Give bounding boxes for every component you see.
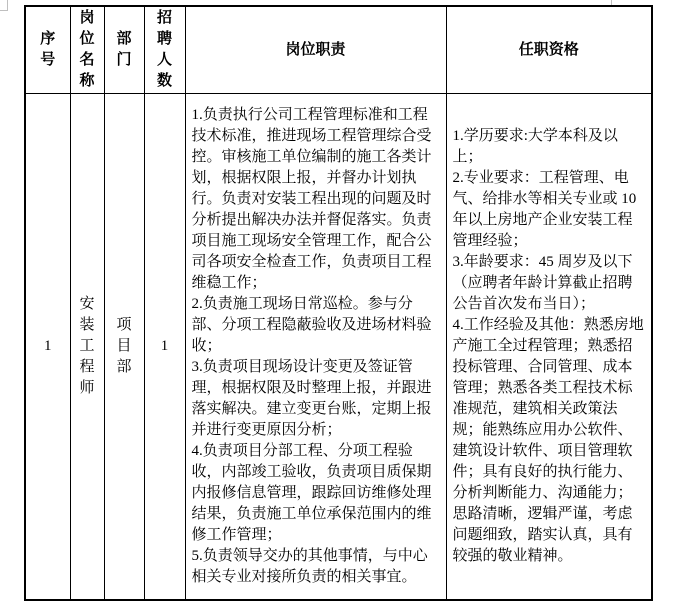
header-serial-number-label: 序号 [40, 30, 56, 68]
paragraph: 5.负责领导交办的其他事情，与中心相关专业对接所负责的相关事宜。 [191, 547, 428, 585]
paragraph: 4.负责项目分部工程、分项工程验收，内部竣工验收，负责项目质保期内报修信息管理，跟踪回访维修处理结果，负责施工单位承保范围内的维修工作管理； [191, 442, 432, 543]
header-position-name-label: 岗位名称 [79, 9, 95, 89]
header-position-name [70, 6, 104, 93]
paragraph: 3.年龄要求：45 周岁及以下（应聘者年龄计算截止招聘公告首次发布当日）； [452, 253, 633, 312]
header-qualifications: 任职资格 [446, 6, 652, 93]
table-header-row [25, 6, 652, 93]
cell-department-text: 项目部 [116, 316, 132, 375]
cell-department [104, 93, 144, 600]
recruitment-table [24, 5, 653, 601]
paragraph: 4.工作经验及其他：熟悉房地产施工全过程管理；熟悉招投标管理、合同管理、成本管理；熟悉各类工程技术标准规范，建筑相关政策法规；能熟练应用办公软件、建筑设计软件、项目管理软件；具有良好的执行能力、分析判断能力、沟通能力；思路清晰，逻辑严谨，考虑问题细致，踏实认真，具有较强的敬业精神。 [452, 316, 644, 564]
header-headcount [144, 6, 185, 93]
paragraph: 2.专业要求：工程管理、电气、给排水等相关专业或 10 年以上房地产企业安装工程管理经验； [452, 169, 637, 249]
cell-qualifications [446, 93, 652, 600]
header-duties: 岗位职责 [185, 6, 446, 93]
cell-position-name [70, 93, 104, 600]
table-row [25, 93, 652, 600]
header-department [104, 6, 144, 93]
crop-artifact-top-left-horizontal [0, 10, 8, 11]
header-serial-number [25, 6, 70, 93]
paragraph: 1.学历要求:大学本科及以上； [452, 127, 618, 165]
paragraph: 3.负责项目现场设计变更及签证管理，根据权限及时整理上报，并跟进落实解决。建立变更台账，定期上报并进行变更原因分析； [191, 358, 432, 438]
paragraph: 1.负责执行公司工程管理标准和工程技术标准，推进现场工程管理综合受控。审核施工单位编制的施工各类计划，根据权限上报，并督办计划执行。负责对安装工程出现的问题及时分析提出解决办法并督促落实。负责项目施工现场安全管理工作，配合公司各项安全检查工作，负责项目工程维稳工作； [191, 106, 432, 291]
paragraph: 2.负责施工现场日常巡检。参与分部、分项工程隐蔽验收及进场材料验收； [191, 295, 432, 354]
header-department-label: 部门 [116, 30, 132, 68]
cell-headcount: 1 [144, 93, 185, 600]
header-headcount-label: 招聘人数 [157, 9, 173, 89]
cell-position-name-text: 安装工程师 [79, 295, 95, 396]
cell-duties [185, 93, 446, 600]
cell-serial-number: 1 [25, 93, 70, 600]
